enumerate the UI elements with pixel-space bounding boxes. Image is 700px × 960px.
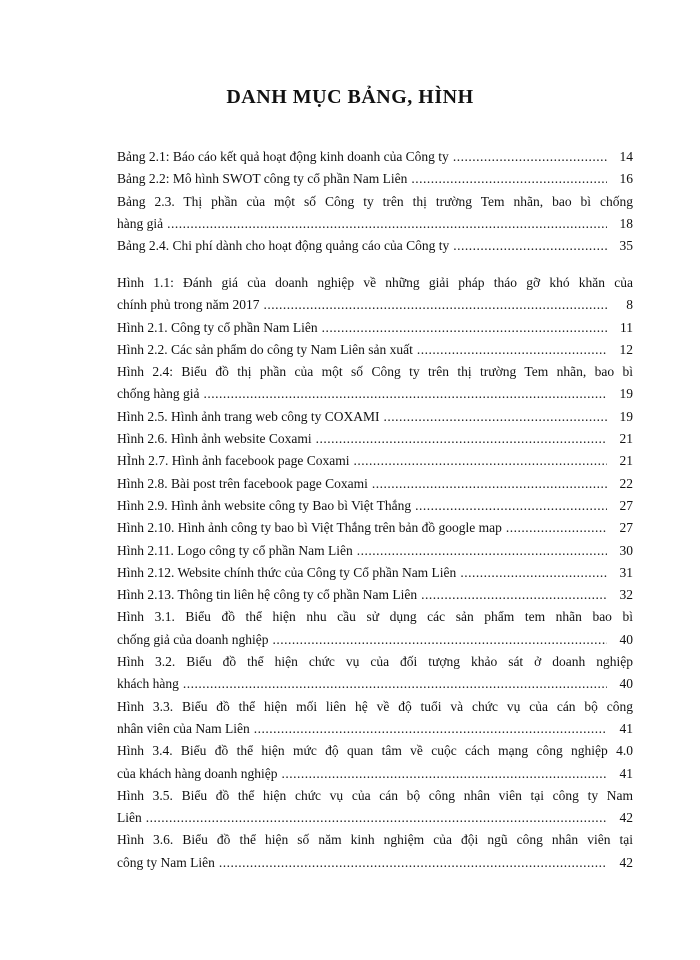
figure-entry[interactable] xyxy=(117,540,633,562)
entry-caption-line2: chống hàng giả xyxy=(117,386,200,402)
dot-leader xyxy=(417,339,607,361)
entry-caption-line1: Hình 3.6. Biểu đồ thể hiện số năm kinh nghiệm của đội ngũ công nhân viên tại xyxy=(117,832,633,848)
page-number: 41 xyxy=(619,720,633,736)
dot-leader xyxy=(372,473,607,495)
figure-list xyxy=(117,272,633,874)
dot-leader xyxy=(357,540,607,562)
dot-leader xyxy=(203,383,607,405)
figure-entry[interactable] xyxy=(117,829,633,874)
figure-entry[interactable] xyxy=(117,450,633,472)
entry-caption-line2: công ty Nam Liên xyxy=(117,854,215,870)
figure-entry[interactable] xyxy=(117,361,633,406)
figure-entry[interactable] xyxy=(117,562,633,584)
entry-caption: Hình 2.13. Thông tin liên hệ công ty cổ phần Nam Liên xyxy=(117,587,418,603)
entry-caption: Bảng 2.4. Chi phí dành cho hoạt động quảng cáo của Công ty xyxy=(117,238,450,254)
figure-entry[interactable] xyxy=(117,272,633,317)
table-entry[interactable] xyxy=(117,235,633,257)
entry-caption-line2: nhân viên của Nam Liên xyxy=(117,720,250,736)
figure-entry[interactable] xyxy=(117,495,633,517)
dot-leader xyxy=(316,428,607,450)
dot-leader xyxy=(146,807,607,829)
entry-caption-line2: hàng giả xyxy=(117,215,164,231)
page-number: 21 xyxy=(619,431,633,447)
entry-caption-line2: của khách hàng doanh nghiệp xyxy=(117,765,278,781)
entry-caption: Hình 2.1. Công ty cổ phần Nam Liên xyxy=(117,319,318,335)
page-number: 30 xyxy=(619,542,633,558)
entry-caption: Bảng 2.1: Báo cáo kết quả hoạt động kinh doanh của Công ty xyxy=(117,149,449,164)
entry-caption: Hình 2.2. Các sản phẩm do công ty Nam Liên sản xuất xyxy=(117,341,413,357)
dot-leader xyxy=(453,146,607,168)
dot-leader xyxy=(353,450,607,472)
figure-entry[interactable] xyxy=(117,651,633,696)
dot-leader xyxy=(453,235,607,257)
page-number: 19 xyxy=(619,408,633,424)
page-number: 35 xyxy=(619,238,633,254)
dot-leader xyxy=(421,584,607,606)
figure-entry[interactable] xyxy=(117,606,633,651)
figure-entry[interactable] xyxy=(117,584,633,606)
table-entry[interactable] xyxy=(117,146,633,168)
entry-caption: Hình 2.12. Website chính thức của Công ty Cổ phần Nam Liên xyxy=(117,564,457,580)
page-number: 42 xyxy=(619,854,633,870)
entry-caption-line2: khách hàng xyxy=(117,676,179,692)
dot-leader xyxy=(415,495,607,517)
entry-caption-line1: Hình 3.2. Biểu đồ thể hiện chức vụ của đối tượng khảo sát ở doanh nghiệp xyxy=(117,654,633,670)
entry-caption: Hình 2.11. Logo công ty cổ phần Nam Liên xyxy=(117,542,353,558)
page-number: 11 xyxy=(620,319,633,335)
dot-leader xyxy=(272,629,607,651)
page-number: 16 xyxy=(619,171,633,187)
page-number: 41 xyxy=(619,765,633,781)
page-number: 31 xyxy=(619,564,633,580)
entry-caption: Bảng 2.2: Mô hình SWOT công ty cổ phần Nam Liên xyxy=(117,171,408,187)
entry-caption: Hình 2.6. Hình ảnh website Coxami xyxy=(117,431,312,447)
dot-leader xyxy=(383,406,607,428)
entry-caption: Hình 2.5. Hình ảnh trang web công ty COXAMI xyxy=(117,408,380,424)
figure-entry[interactable] xyxy=(117,317,633,339)
dot-leader xyxy=(263,294,607,316)
figure-entry[interactable] xyxy=(117,517,633,539)
entry-caption-line1: Hình 1.1: Đánh giá của doanh nghiệp về những giải pháp tháo gỡ khó khăn của xyxy=(117,275,633,290)
table-list xyxy=(117,146,633,257)
dot-leader xyxy=(167,213,607,235)
page-number: 40 xyxy=(619,676,633,692)
page-number: 32 xyxy=(619,587,633,603)
page-number: 14 xyxy=(619,149,633,164)
page-number: 21 xyxy=(619,453,633,469)
page-number: 40 xyxy=(619,631,633,647)
page-number: 42 xyxy=(619,810,633,826)
entry-caption-line1: Hình 3.4. Biểu đồ thể hiện mức độ quan tâm về cuộc cách mạng công nghiệp 4.0 xyxy=(117,743,633,759)
entry-caption-line1: Bảng 2.3. Thị phần của một số Công ty trên thị trường Tem nhãn, bao bì chống xyxy=(117,193,633,209)
page-number: 8 xyxy=(626,297,633,313)
page-number: 27 xyxy=(619,497,633,513)
dot-leader xyxy=(281,763,607,785)
dot-leader xyxy=(322,317,607,339)
entry-caption-line2: chính phủ trong năm 2017 xyxy=(117,297,260,313)
page-number: 22 xyxy=(619,475,633,491)
figure-entry[interactable] xyxy=(117,428,633,450)
table-entry[interactable] xyxy=(117,168,633,190)
entry-caption: Hình 2.8. Bài post trên facebook page Coxami xyxy=(117,475,368,491)
figure-entry[interactable] xyxy=(117,785,633,830)
dot-leader xyxy=(254,718,607,740)
figure-entry[interactable] xyxy=(117,740,633,785)
entry-caption-line1: Hình 2.4: Biểu đồ thị phần của một số Công ty trên thị trường Tem nhãn, bao bì xyxy=(117,364,633,380)
table-entry[interactable] xyxy=(117,191,633,236)
figure-entry[interactable] xyxy=(117,406,633,428)
dot-leader xyxy=(219,852,607,874)
page-number: 18 xyxy=(619,215,633,231)
figure-entry[interactable] xyxy=(117,339,633,361)
entry-caption: HÌnh 2.7. Hình ảnh facebook page Coxami xyxy=(117,453,350,469)
dot-leader xyxy=(411,168,607,190)
entry-caption-line1: Hình 3.3. Biểu đồ thể hiện mối liên hệ về độ tuổi và chức vụ của cán bộ công xyxy=(117,698,633,714)
page-title: DANH MỤC BẢNG, HÌNH xyxy=(226,86,474,108)
figure-entry[interactable] xyxy=(117,696,633,741)
entry-caption: Hình 2.9. Hình ảnh website công ty Bao bì Việt Thắng xyxy=(117,497,412,513)
entry-caption-line2: Liên xyxy=(117,810,142,826)
dot-leader xyxy=(506,517,607,539)
entry-caption-line2: chống giả của doanh nghiệp xyxy=(117,631,269,647)
dot-leader xyxy=(183,673,607,695)
entry-caption: Hình 2.10. Hình ảnh công ty bao bì Việt Thắng trên bản đồ google map xyxy=(117,520,502,536)
page-number: 19 xyxy=(619,386,633,402)
figure-entry[interactable] xyxy=(117,473,633,495)
entry-caption-line1: Hình 3.1. Biểu đồ thể hiện nhu cầu sử dụng các sản phẩm tem nhãn bao bì xyxy=(117,609,633,625)
page-number: 27 xyxy=(619,520,633,536)
entry-caption-line1: Hình 3.5. Biểu đồ thể hiện chức vụ của cán bộ công nhân viên tại công ty Nam xyxy=(117,787,633,803)
page-number: 12 xyxy=(619,341,633,357)
dot-leader xyxy=(460,562,607,584)
